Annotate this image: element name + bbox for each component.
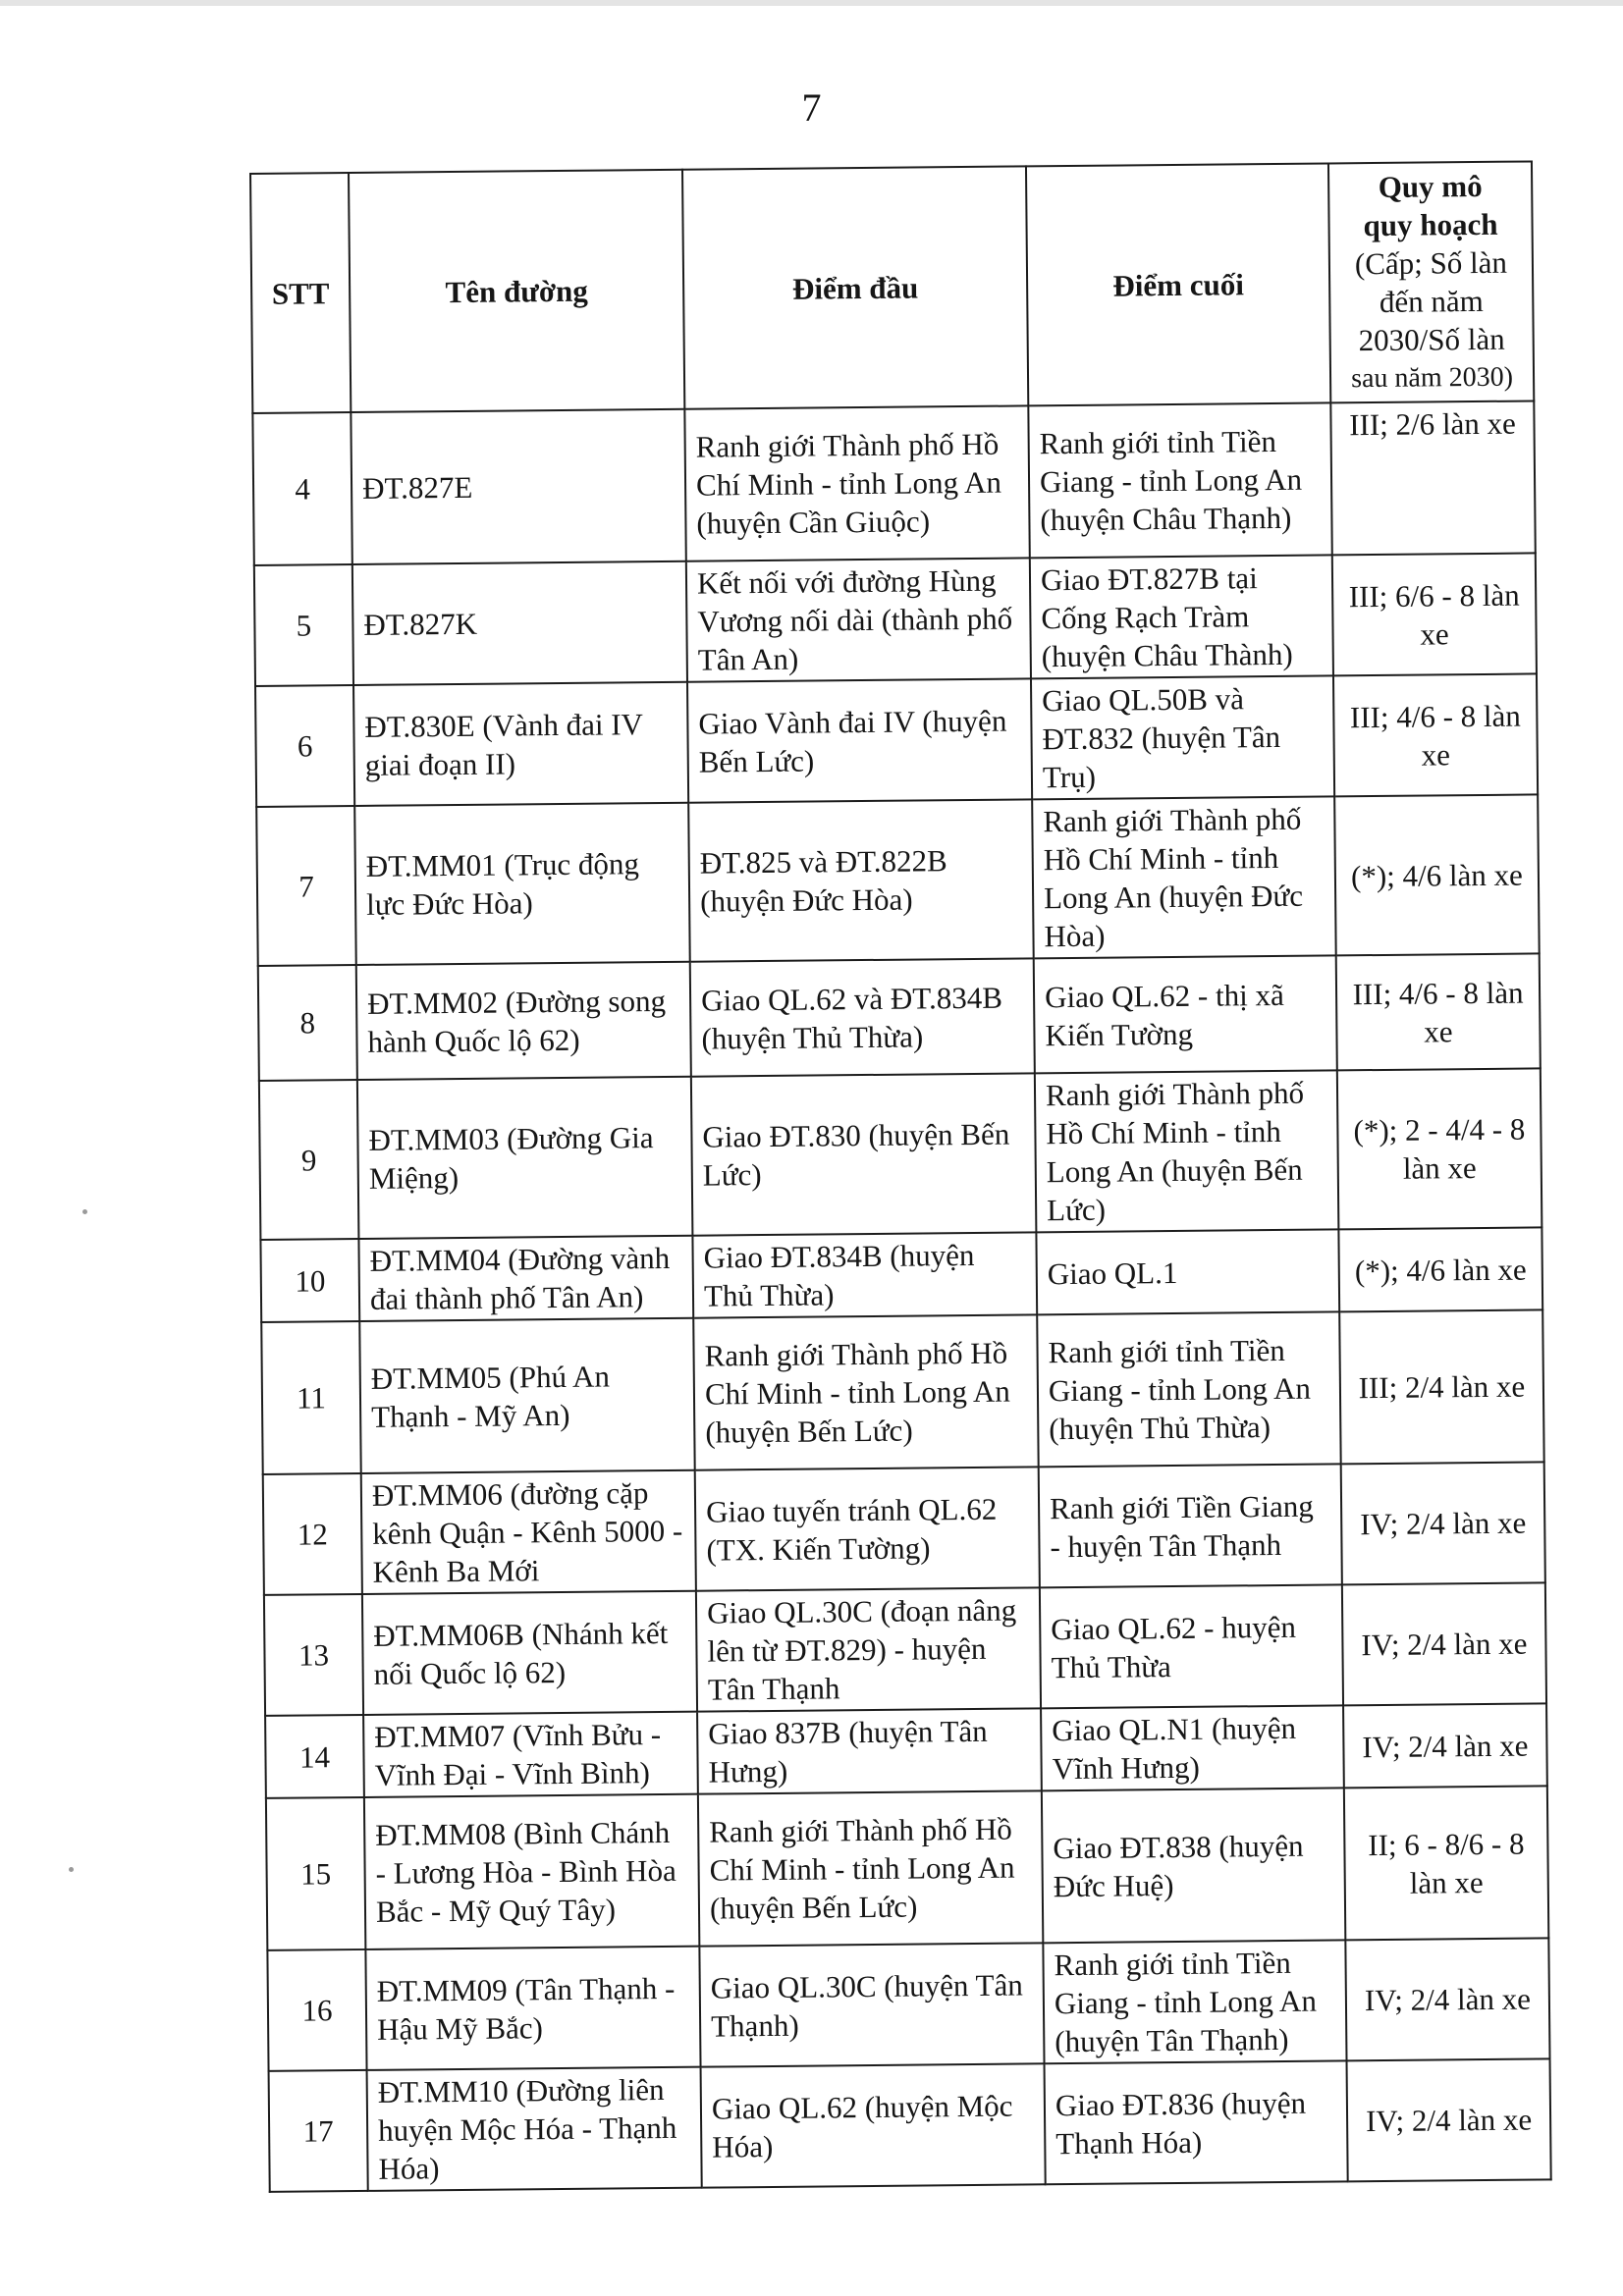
- cell-diem-dau: Giao QL.62 và ĐT.834B (huyện Thủ Thừa): [690, 958, 1035, 1076]
- cell-diem-cuoi: Giao QL.50B và ĐT.832 (huyện Tân Trụ): [1031, 675, 1334, 799]
- margin-speck: [82, 1209, 87, 1214]
- header-quy-mo-line2: quy hoạch: [1363, 206, 1498, 243]
- cell-diem-cuoi: Ranh giới tỉnh Tiền Giang - tỉnh Long An (huyện Tân Thạnh): [1043, 1940, 1346, 2063]
- header-quy-mo: [1328, 161, 1534, 402]
- cell-ten-duong: ĐT.MM01 (Trục động lực Đức Hòa): [354, 803, 690, 965]
- table-row: [261, 1309, 1543, 1474]
- cell-quy-mo: IV; 2/4 làn xe: [1342, 1582, 1546, 1705]
- cell-quy-mo: IV; 2/4 làn xe: [1343, 1703, 1547, 1788]
- cell-diem-dau: ĐT.825 và ĐT.822B (huyện Đức Hòa): [688, 799, 1034, 961]
- cell-diem-cuoi: Ranh giới Thành phố Hồ Chí Minh - tỉnh Long An (huyện Bến Lức): [1035, 1070, 1339, 1232]
- cell-ten-duong: ĐT.MM05 (Phú An Thạnh - Mỹ An): [359, 1318, 694, 1473]
- cell-stt: 13: [264, 1594, 363, 1716]
- cell-ten-duong: ĐT.MM10 (Đường liên huyện Mộc Hóa - Thạnh Hóa): [367, 2067, 702, 2191]
- cell-diem-dau: Giao QL.30C (huyện Tân Thạnh): [699, 1943, 1044, 2066]
- cell-diem-cuoi: Ranh giới tỉnh Tiền Giang - tỉnh Long An (huyện Châu Thạnh): [1028, 402, 1331, 558]
- table-row: [254, 553, 1537, 686]
- cell-diem-cuoi: Giao ĐT.827B tại Cống Rạch Tràm (huyện Châu Thành): [1030, 555, 1333, 678]
- cell-ten-duong: ĐT.MM08 (Bình Chánh - Lương Hòa - Bình Hòa Bắc - Mỹ Quý Tây): [364, 1794, 699, 1949]
- table-row: [256, 794, 1539, 966]
- table-row: [267, 1938, 1549, 2071]
- cell-ten-duong: ĐT.827K: [352, 561, 687, 685]
- cell-quy-mo: III; 2/4 làn xe: [1339, 1309, 1543, 1464]
- table-row: [260, 1227, 1542, 1322]
- table-row: [263, 1462, 1545, 1595]
- cell-diem-dau: Giao tuyến tránh QL.62 (TX. Kiến Tường): [695, 1467, 1040, 1590]
- cell-quy-mo: IV; 2/4 làn xe: [1345, 1938, 1549, 2060]
- cell-stt: 10: [260, 1239, 359, 1322]
- header-quy-mo-line6: sau năm 2030): [1350, 361, 1514, 395]
- header-diem-cuoi: Điểm cuối: [1026, 163, 1330, 405]
- cell-diem-dau: Ranh giới Thành phố Hồ Chí Minh - tỉnh Long An (huyện Bến Lức): [693, 1314, 1038, 1469]
- cell-ten-duong: ĐT.MM03 (Đường Gia Miệng): [357, 1077, 693, 1239]
- header-quy-mo-line4: đến năm: [1379, 283, 1484, 319]
- cell-stt: 7: [256, 806, 356, 966]
- cell-stt: 5: [254, 564, 353, 686]
- table-row: [264, 1582, 1546, 1716]
- cell-diem-cuoi: Ranh giới Thành phố Hồ Chí Minh - tỉnh Long An (huyện Đức Hòa): [1032, 796, 1336, 958]
- header-ten-duong: Tên đường: [349, 170, 684, 412]
- cell-diem-dau: Giao 837B (huyện Tân Hưng): [697, 1708, 1042, 1793]
- cell-diem-dau: Giao ĐT.834B (huyện Thủ Thừa): [692, 1232, 1037, 1317]
- page-number: 7: [801, 85, 822, 130]
- cell-diem-cuoi: Giao ĐT.836 (huyện Thạnh Hóa): [1045, 2060, 1348, 2184]
- cell-diem-cuoi: Giao QL.62 - thị xã Kiến Tường: [1034, 955, 1337, 1073]
- header-diem-dau: Điểm đầu: [682, 166, 1028, 408]
- table-row: [252, 400, 1535, 565]
- cell-diem-dau: Giao QL.62 (huyện Mộc Hóa): [701, 2063, 1046, 2187]
- table-row: [255, 673, 1538, 807]
- cell-diem-dau: Ranh giới Thành phố Hồ Chí Minh - tỉnh Long An (huyện Cần Giuộc): [684, 405, 1029, 561]
- cell-diem-cuoi: Giao QL.62 - huyện Thủ Thừa: [1040, 1584, 1343, 1708]
- header-quy-mo-line5: 2030/Số làn: [1358, 321, 1505, 358]
- cell-ten-duong: ĐT.830E (Vành đai IV giai đoạn II): [353, 682, 688, 806]
- cell-ten-duong: ĐT.MM04 (Đường vành đai thành phố Tân An): [358, 1236, 693, 1321]
- cell-diem-dau: Kết nối với đường Hùng Vương nối dài (thành phố Tân An): [686, 558, 1031, 681]
- cell-stt: 11: [261, 1321, 360, 1474]
- cell-diem-cuoi: Ranh giới Tiền Giang - huyện Tân Thạnh: [1039, 1464, 1342, 1587]
- cell-stt: 16: [267, 1949, 366, 2071]
- header-quy-mo-line3: (Cấp; Số làn: [1354, 244, 1508, 282]
- table-row: [258, 953, 1541, 1081]
- table-row: [265, 1703, 1547, 1798]
- cell-ten-duong: ĐT.MM09 (Tân Thạnh - Hậu Mỹ Bắc): [365, 1947, 700, 2070]
- cell-diem-cuoi: Giao ĐT.838 (huyện Đức Huệ): [1042, 1788, 1345, 1943]
- cell-quy-mo: III; 6/6 - 8 làn xe: [1332, 553, 1537, 675]
- cell-stt: 6: [255, 685, 354, 807]
- cell-quy-mo: III; 4/6 - 8 làn xe: [1333, 673, 1538, 796]
- cell-diem-dau: Giao Vành đai IV (huyện Bến Lức): [687, 678, 1032, 802]
- cell-diem-cuoi: Ranh giới tỉnh Tiền Giang - tỉnh Long An (huyện Thủ Thừa): [1037, 1311, 1340, 1467]
- cell-quy-mo: (*); 2 - 4/4 - 8 làn xe: [1337, 1068, 1542, 1229]
- table-row: [259, 1068, 1542, 1240]
- cell-quy-mo: IV; 2/4 làn xe: [1341, 1462, 1545, 1584]
- road-planning-table: [249, 160, 1552, 2192]
- cell-ten-duong: ĐT.MM06B (Nhánh kết nối Quốc lộ 62): [362, 1591, 697, 1715]
- table-row: [266, 1786, 1548, 1950]
- cell-stt: 8: [258, 965, 357, 1081]
- cell-stt: 9: [259, 1080, 359, 1240]
- cell-diem-dau: Giao ĐT.830 (huyện Bến Lức): [691, 1073, 1037, 1235]
- header-quy-mo-line1: Quy mô: [1378, 168, 1483, 204]
- margin-speck: [69, 1867, 74, 1872]
- cell-stt: 17: [269, 2070, 368, 2192]
- cell-quy-mo: (*); 4/6 làn xe: [1334, 794, 1540, 955]
- cell-diem-dau: Ranh giới Thành phố Hồ Chí Minh - tỉnh Long An (huyện Bến Lức): [698, 1790, 1043, 1946]
- cell-ten-duong: ĐT.MM07 (Vĩnh Bửu - Vĩnh Đại - Vĩnh Bình): [363, 1712, 698, 1797]
- cell-diem-cuoi: Giao QL.N1 (huyện Vĩnh Hưng): [1041, 1705, 1344, 1790]
- cell-stt: 14: [265, 1715, 364, 1798]
- table-row: [269, 2058, 1551, 2192]
- cell-stt: 4: [252, 412, 352, 565]
- cell-stt: 15: [266, 1797, 365, 1950]
- cell-quy-mo: III; 2/6 làn xe: [1330, 400, 1535, 555]
- cell-ten-duong: ĐT.MM06 (đường cặp kênh Quận - Kênh 5000 - Kênh Ba Mới: [361, 1470, 696, 1594]
- cell-quy-mo: II; 6 - 8/6 - 8 làn xe: [1344, 1786, 1548, 1940]
- cell-diem-cuoi: Giao QL.1: [1036, 1229, 1339, 1314]
- header-stt: STT: [250, 173, 351, 413]
- cell-stt: 12: [263, 1473, 362, 1595]
- cell-quy-mo: III; 4/6 - 8 làn xe: [1336, 953, 1541, 1070]
- scan-edge: [0, 0, 1623, 6]
- table-header-row: [250, 161, 1534, 413]
- cell-quy-mo: IV; 2/4 làn xe: [1347, 2058, 1551, 2181]
- cell-ten-duong: ĐT.827E: [351, 409, 685, 564]
- cell-ten-duong: ĐT.MM02 (Đường song hành Quốc lộ 62): [356, 962, 691, 1080]
- cell-quy-mo: (*); 4/6 làn xe: [1338, 1227, 1542, 1311]
- cell-diem-dau: Giao QL.30C (đoạn nâng lên từ ĐT.829) - huyện Tân Thạnh: [696, 1587, 1041, 1711]
